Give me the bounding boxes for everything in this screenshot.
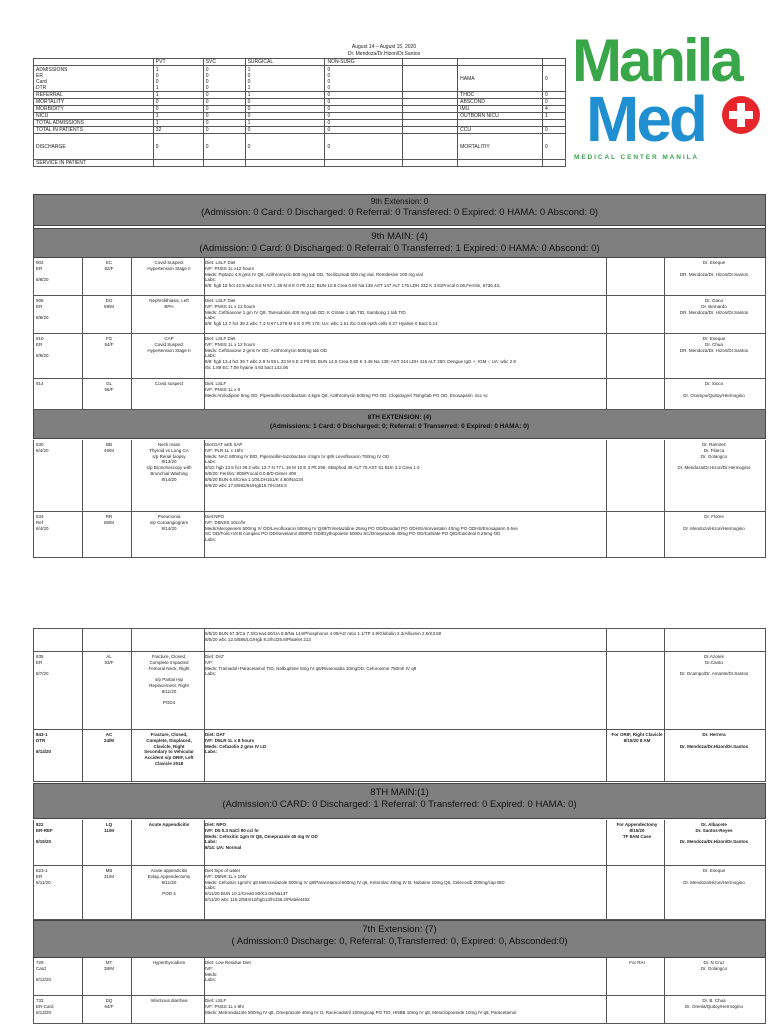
census-cell: 0 bbox=[325, 106, 403, 113]
physician-cell: Dr.Azores Dr.Canto Dr. Ocampo/Dr. Amante/Dr.Santos bbox=[679, 654, 749, 677]
physician-cell: Dr. N Cruz Dr. Golangco bbox=[700, 960, 728, 971]
census-cell: 1 bbox=[543, 113, 566, 120]
census-cell: SURGICAL bbox=[245, 59, 325, 66]
census-cell bbox=[403, 59, 458, 66]
patient-initials: BB 49/M bbox=[103, 442, 114, 453]
orders-cell: Diet: LSLF Diet IVF: PNSS 1L x 12 hours Meds: Ceftriaxone 1 gm IV Q8, Tamsulosin 400 mcg tab OD, K Citrate 1 tab TID, Sambong 1 tab TID Labs: 8/8: hgb 12.7 hct 39.3 wbc 7.4 N 67 L278 M 5 E 0 Plt 170; UA: wbc 1.51 rbc 0.68 epith cells 0.27 Hyaline 0 Bact 0.14 bbox=[205, 298, 438, 327]
census-cell: 32 bbox=[153, 127, 203, 134]
column-divider bbox=[82, 866, 83, 919]
census-cell: 0 bbox=[245, 99, 325, 106]
date-range: August 14 – August 15, 2020 bbox=[351, 44, 417, 50]
census-cell: MORTALITIY bbox=[458, 134, 543, 160]
diagnosis-cell: Hyperthyroidism bbox=[152, 960, 186, 965]
room-cell: 823-1 ER 8/11/20 bbox=[36, 868, 51, 885]
orders-cell: Diet: LSLF Diet IVF: PNSS 1L x 12 hours Meds: Ceftriaxone 2 gms IV OD, Azithromycin 500mg tab OD Labs: 8/8: hgb 13.4 hct 39.7 wbc 2.9 N 59 L 33 M 5 E 3 Plt 93; BUN 14.5 Crea 0.80 K 3.48 Na 139; AST 244 LDH 416 ALT 250; Dengue IgG +, IGM -; UA: wbc 2.9 rbc 1.89 EC 7.09 hyaine 4.93 bact 142.06 bbox=[205, 336, 516, 370]
census-cell: CCU bbox=[458, 127, 543, 134]
census-row bbox=[34, 92, 566, 99]
section-summary: (Admission: 0 Card: 0 Discharged: 0 Referral: 0 Transfered: 0 Expired: 0 HAMA: 0 Abscond: 0) bbox=[200, 207, 599, 218]
room-cell: 822 ER-REF 8/15/20 bbox=[36, 822, 53, 845]
census-cell: 1 0 0 1 bbox=[245, 66, 325, 92]
census-cell: 0 0 0 0 bbox=[325, 66, 403, 92]
patient-row bbox=[33, 820, 766, 866]
census-row bbox=[34, 134, 566, 160]
census-cell: 0 bbox=[543, 92, 566, 99]
column-divider bbox=[664, 629, 665, 651]
plan-cell: For Appendectomy 8/15/20 TF 8AM Case bbox=[616, 822, 658, 839]
census-cell bbox=[403, 99, 458, 106]
census-cell: 1 0 0 1 bbox=[153, 66, 203, 92]
column-divider bbox=[82, 629, 83, 651]
section-header-8th-extension bbox=[33, 409, 766, 439]
census-cell bbox=[34, 59, 154, 66]
column-divider bbox=[131, 820, 132, 865]
hospital-logo bbox=[572, 27, 764, 166]
column-divider bbox=[606, 334, 607, 378]
census-cell: 0 bbox=[203, 120, 245, 127]
column-divider bbox=[131, 652, 132, 729]
physician-cell: Dr. Gano Dr. Bernardo DR. Mendoza/Dr. Hizon/Dr.Santos bbox=[679, 298, 749, 315]
census-cell bbox=[403, 92, 458, 99]
census-cell: HAMA bbox=[458, 66, 543, 92]
census-cell: NON-SURG bbox=[325, 59, 403, 66]
orders-cell: Diet: Low Residue Diet IVF: Meds: Labs: bbox=[205, 960, 251, 983]
patient-row bbox=[33, 440, 766, 512]
census-cell: 0 bbox=[325, 134, 403, 160]
patient-initials: MT 38/M bbox=[103, 960, 114, 971]
column-divider bbox=[606, 629, 607, 651]
column-divider bbox=[82, 512, 83, 557]
census-cell: 0 bbox=[245, 106, 325, 113]
census-row bbox=[34, 99, 566, 106]
patient-row bbox=[33, 258, 766, 296]
census-row bbox=[34, 127, 566, 134]
census-cell: 0 bbox=[245, 113, 325, 120]
room-cell: 729 Card 8/12/20 bbox=[36, 960, 52, 983]
census-row bbox=[34, 59, 566, 66]
diagnosis-cell: Acute Appendicitis bbox=[148, 822, 190, 827]
section-summary: (Admission: 0 Card: 0 Discharged: 0 Referral: 0 Transferred: 1 Expired: 0 HAMA: 0 Abscond: 0) bbox=[199, 243, 600, 254]
patient-row bbox=[33, 628, 766, 652]
census-cell: 9 bbox=[153, 134, 203, 160]
orders-cell: Diet: LSLF Diet IVF: PNSS 1L x12 hours Meds: Piptazo 4.5 gms IV Q8, Azithromycin 500 mg tab OD, Tocilizumab 500 mg vial, Remdesivir 100 mg vial Labs: 8/8: hgb 15 hct 42.9 wbc 8.8 N 57 L 35 M 8 E 0 Plt 212; BUN 10.8 Crea 0.60 Na 138 AST 147 ALT 175 LDH 332 K 3.81Procal 0.06,Ferritin, 6736.43, bbox=[205, 260, 501, 289]
medical-cross-icon bbox=[722, 96, 760, 134]
census-cell: NICU bbox=[34, 113, 154, 120]
physician-cell: Dr. Herrera Dr. Mendoza/Dr.Hizon/Dr.Santos bbox=[679, 732, 749, 749]
section-summary: (Admission:0 CARD: 0 Discharged: 1 Referral: 0 Transferred: 0 Expired: 0 HAMA: 0) bbox=[222, 799, 577, 810]
orders-cell: Diet:DAT with SAP IVF: PLR 1L x 16hr Meds: NAC 600mg IV BID, Piperacillin-tazobactam 4.5gm IV q8h Levofloxacin 750mg IV OD Labs: 8/10: hgb 13.5 hct 39.2 wbc 12.7 N 77 L 18 M 10 E 3 Plt 296; SBsphod 49 ALT 76 AST 61 BUn 3.2 Crea 1.0 8/5/20: Ferritin: 805/Procal 0.0.8/D-Dimer 409 8/6/20 BUN 6.5/Crea 1.10/LDH161/K 4.60/Na134 8/6/20 wbc 17.8/592/64/Hgb15.7/Hct45.8 bbox=[205, 442, 420, 488]
column-divider bbox=[82, 258, 83, 295]
census-cell bbox=[403, 106, 458, 113]
census-cell: IMU bbox=[458, 106, 543, 113]
physician-cell: Dr. Eseque DR. Mendoza/Dr. Hizon/Dr.Santos bbox=[679, 260, 749, 277]
orders-cell: Diet: NPO IVF: D5 0.3 NaCl 90 cc/ hr Meds: Cefoxitin 1gm IV Q8, Omeprazole 40 mg IV OD Labs: 8/14: UA: Normal bbox=[205, 822, 318, 851]
column-divider bbox=[82, 730, 83, 781]
census-cell: PVT bbox=[153, 59, 203, 66]
orders-cell: Diet: DAT IVF: Meds: Tramadol+Paracetamol TID, Nalbuphine 5mg IV q6/Rivaroxaba 10mgOD, Cefuroxime 750mh IV q8 Labs: bbox=[205, 654, 417, 677]
section-header-9th-extension bbox=[33, 194, 766, 226]
room-cell: 733 ER-Card 8/13/20 bbox=[36, 998, 54, 1015]
census-cell bbox=[403, 160, 458, 167]
section-summary: (Admissions: 1 Card: 0 Discharged: 0; Referral: 0 Transerred: 0 Expired: 0 HAMA: 0) bbox=[270, 423, 529, 430]
orders-cell: 8/5/20 BUN 57.3/Ca 7.3/Crea4.50/UA 8.8/Na 144/Phosphorus 4.09/AG ratio 1.1/TP 4.9/Globulin 2.3/Albumin 2.6/K3.50 8/5/20 wbc 12.5/586/LG/Hgb 8.2/hct25.8/Platelet 213 bbox=[205, 631, 442, 642]
column-divider bbox=[82, 334, 83, 378]
plan-cell: For ORIF, Right Clavicle 8/15/20 8 AM bbox=[611, 732, 663, 743]
census-cell bbox=[245, 160, 325, 167]
census-cell: 0 bbox=[325, 113, 403, 120]
census-cell: 0 bbox=[153, 99, 203, 106]
column-divider bbox=[606, 258, 607, 295]
census-cell: 0 bbox=[203, 92, 245, 99]
diagnosis-cell: Nephrolithiasis, Left BPH bbox=[149, 298, 189, 309]
patient-initials: DO 59/M bbox=[103, 298, 114, 309]
column-divider bbox=[82, 958, 83, 995]
column-divider bbox=[131, 866, 132, 919]
column-divider bbox=[82, 440, 83, 511]
census-cell bbox=[458, 160, 543, 167]
census-cell: 0 bbox=[543, 99, 566, 106]
column-divider bbox=[606, 379, 607, 409]
census-row bbox=[34, 160, 566, 167]
census-cell: 1 bbox=[245, 92, 325, 99]
physician-cell: Dr. B. Chua Dr. Orenla/Quitoy/Hermogino bbox=[684, 998, 744, 1009]
census-cell bbox=[458, 59, 543, 66]
census-cell: ABSCOND bbox=[458, 99, 543, 106]
physician-cell: Dr. Eseque Dr. Chua DR. Mendoza/Dr. Hizon/Dr.Santos bbox=[679, 336, 749, 353]
column-divider bbox=[131, 334, 132, 378]
census-cell bbox=[458, 120, 543, 127]
logo-tagline: MEDICAL CENTER MANILA bbox=[574, 154, 699, 161]
room-cell: 902 ER 8/8/20 bbox=[36, 260, 49, 283]
orders-cell: Diet: LSLF IVF: PNSS 1L x 8hr Meds: Metronidazole 500mg IV q8, Omeprazole 40mg IV O, Racecadotril 100mg/cap PO TID, HNBB 10mg IV q8, Metoclopramide 10mg IV q8, Paracetamol bbox=[205, 998, 517, 1015]
column-divider bbox=[82, 652, 83, 729]
census-row bbox=[34, 66, 566, 92]
orders-cell: Diet: LSLF IVF: PNSS 1L x 8 Meds:Amlodipine 5mg OD, Piperacillin-tazobactam 4.5gm Q8, Azithromycin 500mg PO OD, Clopidogrel 75mg/tab PO OD, Enoxaparin .5cc sc bbox=[205, 381, 488, 398]
physician-cell: Dr. Sioco Dr. Ocampo/Quitoy/Hermogino bbox=[683, 381, 745, 398]
physician-cell: Dr. Eseque Dr. Mendoza/Hizon/Hermogino bbox=[683, 868, 745, 885]
census-table bbox=[33, 58, 566, 167]
census-cell: DISCHARGE bbox=[34, 134, 154, 160]
census-cell bbox=[153, 160, 203, 167]
census-cell bbox=[543, 120, 566, 127]
diagnosis-cell: Acute appendicitis Exlap,Appendectomy 8/11/20 POD 4 bbox=[147, 868, 191, 897]
room-cell: 834 Ref 8/4/20 bbox=[36, 514, 49, 531]
room-cell: 830 8/4/20 bbox=[36, 442, 49, 453]
column-divider bbox=[606, 652, 607, 729]
attending-doctors: Dr. Mendoza/Dr.Hizon/Dr.Santos bbox=[347, 51, 421, 57]
patient-initials: LQ 11/M bbox=[104, 822, 114, 833]
diagnosis-cell: Covid Suspect Hypertension Stage II bbox=[147, 260, 191, 271]
room-cell: 906 ER 8/8/20 bbox=[36, 298, 49, 321]
census-cell: THOC bbox=[458, 92, 543, 99]
census-cell bbox=[203, 160, 245, 167]
census-cell bbox=[403, 120, 458, 127]
census-row bbox=[34, 106, 566, 113]
page-break bbox=[0, 558, 768, 628]
column-divider bbox=[82, 379, 83, 409]
census-cell: TOTAL ADMISSIONS bbox=[34, 120, 154, 127]
column-divider bbox=[606, 512, 607, 557]
column-divider bbox=[131, 958, 132, 995]
column-divider bbox=[131, 379, 132, 409]
column-divider bbox=[606, 866, 607, 919]
census-cell: ADMISSIONS ER Card DTR bbox=[34, 66, 154, 92]
census-cell: 0 bbox=[245, 127, 325, 134]
patient-initials: RR 85/M bbox=[103, 514, 114, 525]
column-divider bbox=[82, 996, 83, 1023]
patient-initials: AL 93/F bbox=[104, 654, 114, 665]
patient-initials: EC 62/F bbox=[104, 260, 114, 271]
plan-cell: For RAI bbox=[629, 960, 645, 965]
patient-initials: DQ 64/F bbox=[104, 998, 114, 1009]
column-divider bbox=[606, 440, 607, 511]
orders-cell: Diet Sips of water IVF: D5NR 1L x 10hr Meds: Cefoxitin 1gm/IV q8.Metronidazole 500mg IV q8/Paracetamol 600mg IV q6, Ketorolac 40mg IV B. Nubaine 10mg Q6, Celecoxib 200mg/cap BID Labs: 8/11/20 BUN 10.1/Crea0.80/K3.04/Na137 8/11/20 wbc 115.2/594/12/hgb13/hct38.2/Platelet402 bbox=[205, 868, 505, 902]
diagnosis-cell: Covid suspect bbox=[154, 381, 184, 386]
column-divider bbox=[606, 296, 607, 333]
census-cell: TOTAL IN PATIENTS bbox=[34, 127, 154, 134]
census-cell: 0 0 0 0 bbox=[203, 66, 245, 92]
column-divider bbox=[131, 512, 132, 557]
census-cell: 0 bbox=[543, 127, 566, 134]
census-cell: 1 bbox=[245, 120, 325, 127]
room-cell: 910 ER 8/8/20 bbox=[36, 336, 49, 359]
section-header-9th-main bbox=[33, 228, 766, 258]
room-cell: 835 ER 8/7/20 bbox=[36, 654, 49, 677]
column-divider bbox=[131, 996, 132, 1023]
room-cell: 843-1 DTR 8/14/20 bbox=[36, 732, 52, 755]
census-row bbox=[34, 113, 566, 120]
section-summary: ( Admission:0 Discharge: 0, Referral: 0,Transferred: 0, Expired: 0, Absconded:0) bbox=[231, 936, 568, 947]
census-cell: 0 bbox=[203, 113, 245, 120]
patient-initials: AC 24/M bbox=[103, 732, 114, 743]
census-cell bbox=[403, 66, 458, 92]
diagnosis-cell: Neck mass Thyroid vs Lung CA s/p Renal biopsy 8/13/20 s/p Bronchoscopy with Bronchial Washing 8/14/20 bbox=[146, 442, 192, 482]
census-cell bbox=[543, 160, 566, 167]
logo-word-manila: Manila bbox=[572, 27, 741, 94]
census-cell: 0 bbox=[543, 134, 566, 160]
patient-row bbox=[33, 652, 766, 730]
column-divider bbox=[131, 258, 132, 295]
patient-initials: MB 31/M bbox=[103, 868, 114, 879]
census-cell: MORBIDITY bbox=[34, 106, 154, 113]
patient-row bbox=[33, 296, 766, 334]
patient-row bbox=[33, 334, 766, 379]
census-cell: 0 bbox=[203, 99, 245, 106]
patient-initials: GL 66/F bbox=[104, 381, 114, 392]
section-title: 8TH MAIN:(1) bbox=[370, 787, 429, 798]
census-cell bbox=[403, 113, 458, 120]
diagnosis-cell: Fracture, Closed, Complete Impacted Femoral Neck, Right s/p Partial Hip Replacement, Right 8/11/20 POD4 bbox=[148, 654, 190, 706]
census-cell: 0 bbox=[325, 120, 403, 127]
census-cell bbox=[403, 134, 458, 160]
census-cell: 0 bbox=[325, 127, 403, 134]
census-cell bbox=[403, 127, 458, 134]
patient-row bbox=[33, 866, 766, 920]
column-divider bbox=[131, 730, 132, 781]
section-header-7th-extension bbox=[33, 920, 766, 958]
column-divider bbox=[82, 296, 83, 333]
diagnosis-cell: CAP Covid Suspect Hypertension Stage II bbox=[147, 336, 191, 353]
logo-word-med: Med bbox=[586, 83, 705, 155]
census-cell: 0 bbox=[325, 99, 403, 106]
section-title: 9th MAIN: (4) bbox=[371, 231, 428, 242]
census-cell: 1 bbox=[153, 92, 203, 99]
census-cell: 0 bbox=[203, 106, 245, 113]
room-cell: 914 bbox=[36, 381, 44, 386]
patient-row bbox=[33, 730, 766, 782]
section-title: 9th Extension: 0 bbox=[370, 197, 429, 206]
census-cell: 0 bbox=[203, 127, 245, 134]
diagnosis-cell: Infectious diarrhea bbox=[150, 998, 188, 1003]
census-cell: 0 bbox=[153, 106, 203, 113]
column-divider bbox=[131, 629, 132, 651]
census-cell: REFERRAL bbox=[34, 92, 154, 99]
census-cell: MORTALITY bbox=[34, 99, 154, 106]
orders-cell: Diet:NPO IVF: D5NSS 10cc/hr Meds:Meropenem 500mg IV OD/Levofloxacin 500mg IV Q48/Trimetazidine 25mg PO OD/Duodart PO ODHS/Atorvastatin 40mg PO ODHS/Enoxaparin 0.6ve SC OD/Folic+Vit B complex PO OD/Sevelamir 800PO TID/Erythopoietin 5000u SC/Omeprazole 40mg PO OD/Caltrate PO QID/Calcitriol 0.25mg OD Labs: bbox=[205, 514, 518, 543]
census-cell: SVC bbox=[203, 59, 245, 66]
section-title: 7th Extension: (7) bbox=[362, 924, 437, 935]
patient-row bbox=[33, 379, 766, 410]
physician-cell: Dr. Flores Dr. Mendoza/Hizon/Hermogino bbox=[683, 514, 745, 531]
patient-initials: FG 54/F bbox=[104, 336, 114, 347]
patient-row bbox=[33, 512, 766, 558]
section-header-8th-main bbox=[33, 783, 766, 819]
census-cell: 1 bbox=[153, 120, 203, 127]
column-divider bbox=[131, 440, 132, 511]
census-cell: 4 bbox=[543, 106, 566, 113]
orders-cell: Diet: DAT IVF: D5LR 1L x 8 hours Meds: Cefazolin 2 gms IV LD Labs: bbox=[205, 732, 267, 755]
census-cell: 0 bbox=[543, 66, 566, 92]
physician-cell: Dr. Albacete Dr. Santos-Reyes Dr. Mendoza/Dr.Hizon/Dr.Santos bbox=[679, 822, 749, 845]
diagnosis-cell: Fracture, Closed, Complete, Displaced, Clavicle, Right Secondary to Vehicular Accident s/p ORIF, Left Clavicle 2018 bbox=[144, 732, 194, 766]
census-row bbox=[34, 120, 566, 127]
census-cell: SERVICE IN PATIENT bbox=[34, 160, 154, 167]
diagnosis-cell: Pneumonia s/p Coroangiogram 8/14/20 bbox=[149, 514, 189, 531]
census-cell: 0 bbox=[203, 134, 245, 160]
census-cell: 0 bbox=[245, 134, 325, 160]
census-cell bbox=[543, 59, 566, 66]
census-cell: 0 bbox=[325, 92, 403, 99]
census-cell: 1 bbox=[153, 113, 203, 120]
census-cell bbox=[325, 160, 403, 167]
column-divider bbox=[606, 996, 607, 1023]
patient-row bbox=[33, 996, 766, 1024]
section-title: 8TH EXTENSION: (4) bbox=[367, 414, 432, 421]
census-cell: OUTBORN NICU bbox=[458, 113, 543, 120]
patient-row bbox=[33, 958, 766, 996]
column-divider bbox=[131, 296, 132, 333]
column-divider bbox=[82, 820, 83, 865]
physician-cell: Dr. Ramirez Dr. Filarca Dr. Golangco Dr. Mendoza/Dr.Hizon/Dr.Hermogino bbox=[677, 442, 751, 471]
